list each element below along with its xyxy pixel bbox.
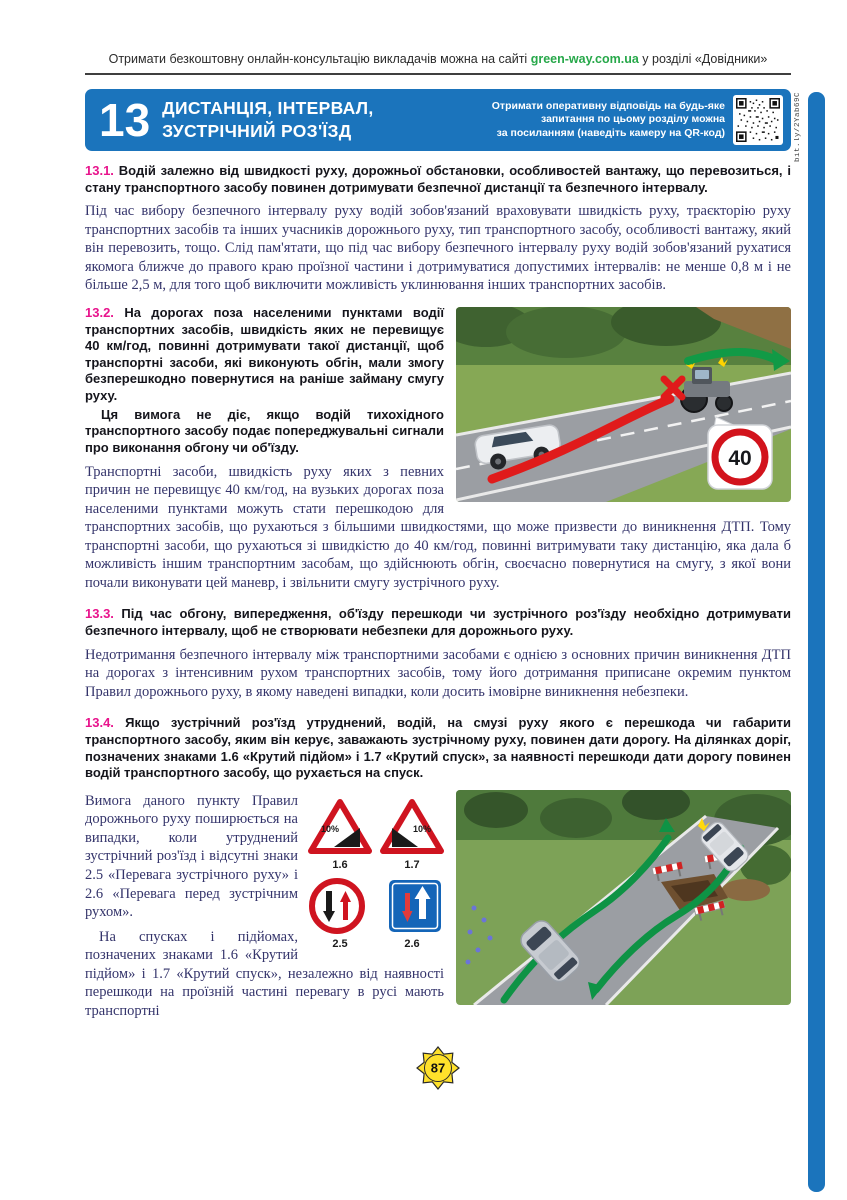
section-number: 13.3.: [85, 606, 114, 622]
header-text-suffix: у розділі «Довідники»: [638, 52, 768, 66]
sign-2-5-priority-oncoming: [308, 877, 366, 935]
obstacle-passing-scene: [456, 790, 791, 1005]
traffic-signs-panel: [298, 790, 444, 960]
chapter-title: [162, 97, 373, 143]
section-13-4-body: [85, 790, 791, 1021]
sign-1-6-steep-ascent: [308, 798, 372, 856]
chapter-title-line2: ЗУСТРІЧНИЙ РОЗ'ЇЗД: [162, 121, 352, 141]
qr-code: [733, 95, 783, 145]
overtaking-scene-image: [456, 307, 791, 502]
section-13-1-rule: [85, 163, 791, 196]
rule-text: Якщо зустрічний роз'їзд утруднений, водій, на смузі руху якого є перешкода чи габарити транспортного засобу, яким він керує, заважають зустрічному руху, повинен дати дорогу. На ділянках доріг, позначених знаками 1.6 «Крутий підйом» і 1.7 «Крутий спуск», за наявності перешкоди дати дорогу повинен водій транспортного засобу, що рухається на спуск.: [85, 715, 791, 781]
sign-1-7-steep-descent: [380, 798, 444, 856]
site-link[interactable]: green-way.com.ua: [530, 52, 639, 66]
section-number: 13.2.: [85, 304, 114, 320]
qr-note-line3: за посиланням (наведіть камеру на QR-код): [496, 126, 725, 139]
section-number: 13.1.: [85, 163, 114, 178]
page-number-badge: [85, 1046, 791, 1095]
sign-2-5-label: 2.5: [332, 937, 348, 950]
sign-1-7-label: 1.7: [404, 858, 420, 871]
section-13-2-comment: Транспортні засоби, швидкість руху яких з певних причин не перевищує 40 км/год, на вузьких дорогах поза населеними пунктами можуть стати перешкодою для транспортних засобів, що рухаються з більшими швидкостями, що може призвести до виникнення ДТП. Тому транспортні засоби, що рухаються зі швидкістю до 40 км/год, повинні витримувати таку дистанцію, яка дала б можливість іншим транспортним засобам, що здійснюють обгін, своєчасно повернутися на смугу, з якої вони почали виконувати цей маневр, і звільнити смугу зустрічного руху.: [85, 463, 791, 591]
gradient-value: 10%: [320, 823, 340, 834]
page-number-seal: [416, 1046, 460, 1090]
page-edge-rail: [808, 92, 825, 1192]
chapter-title-line1: ДИСТАНЦІЯ, ІНТЕРВАЛ,: [162, 98, 374, 119]
chapter-banner: [85, 89, 791, 151]
qr-note-line1: Отримати оперативну відповідь на будь-яке: [491, 99, 725, 112]
overtaking-scene: [456, 307, 791, 502]
qr-code-icon: [736, 98, 780, 142]
chapter-number: 13: [99, 94, 151, 146]
qr-note: [492, 100, 725, 141]
rule-text: Під час обгону, випередження, об'їзду перешкоди чи зустрічного роз'їзду необхідно дотримувати безпечного інтервалу, щоб не створювати небезпеки для дорожнього руху.: [85, 606, 791, 639]
section-13-4-comment-1: Вимога даного пункту Правил дорожнього руху поширюється на випадки, коли утруднений зустрічний роз'їзд і відсутні знаки 2.5 «Перевага зустрічного руху» і 2.6 «Перевага перед зустрічним рухом».: [85, 792, 298, 921]
section-13-1-comment: Під час вибору безпечного інтервалу руху водій зобов'язаний враховувати швидкість руху, траєкторію руху транспортних засобів та інших учасників дорожнього руху, тип транспортного засобу, особливості вантажу, який він перевозить, тощо. Слід пам'ятати, що під час вибору безпечного інтервалу руху водій зобов'язаний рухатися якомога ближче до правого краю проїзної частини і дотримуватися допустимих інтервалів: не менше 0,8 м і не більше 2,5 м, для того щоб виключити можливість уклинювання інших транспортних засобів.: [85, 203, 791, 294]
sign-1-6-label: 1.6: [332, 858, 348, 871]
section-13-4-rule: [85, 715, 791, 782]
section-number: 13.4.: [85, 715, 114, 731]
gradient-value: 10%: [412, 823, 432, 834]
rule-text: Водій залежно від швидкості руху, дорожньої обстановки, особливостей вантажу, що перевозиться, і стану транспортного засобу повинен дотримувати безпечної дистанції та безпечного інтервалу.: [85, 163, 792, 195]
section-13-2: [85, 305, 791, 592]
qr-link-vertical: bit.ly/2Yab69C: [794, 91, 802, 162]
section-13-3-rule: [85, 606, 791, 639]
speed-limit-40-callout: [708, 417, 772, 489]
section-13-4-comment-2: На спусках і підйомах, позначених знаками 1.6 «Крутий підйом» і 1.7 «Крутий спуск», незалежно від наявності перешкоди на проїзній частині перевагу в русі мають транспортні: [85, 928, 444, 1019]
sign-2-6-label: 2.6: [404, 937, 420, 950]
section-13-2-rule-cont: Ця вимога не діє, якщо водій тихохідного транспортного засобу подає попереджувальні сигнали про виконання обгону чи об'їзду.: [85, 406, 444, 455]
section-13-3-comment: Недотримання безпечного інтервалу між транспортними засобами є однією з основних причин виникнення ДТП на дорогах з інтенсивним рухом транспортних засобів, тому його дотримання приписане окремим пунктом Правил дорожнього руху, в якому наведені випадки, коли досить імовірне виникнення небезпеки.: [85, 646, 791, 700]
header-text-prefix: Отримати безкоштовну онлайн-консультацію викладачів можна на сайті: [108, 52, 531, 66]
speed-limit-value: 40: [728, 446, 752, 470]
sign-2-6-priority-over-oncoming: [386, 877, 444, 935]
obstacle-passing-scene-image: [456, 790, 791, 1005]
page-number: 87: [430, 1060, 446, 1076]
qr-note-line2: запитання по цьому розділу можна: [541, 113, 725, 126]
dirt-mound: [722, 879, 770, 901]
header-note: [85, 52, 791, 75]
rule-text: На дорогах поза населеними пунктами водії транспортних засобів, швидкість яких не перевищує 40 км/год, повинні дотримувати такої дистанції, щоб транспортні засоби, які виконують обгін, мали змогу безперешкодно повернутися на раніше займану смугу руху.: [85, 304, 444, 404]
